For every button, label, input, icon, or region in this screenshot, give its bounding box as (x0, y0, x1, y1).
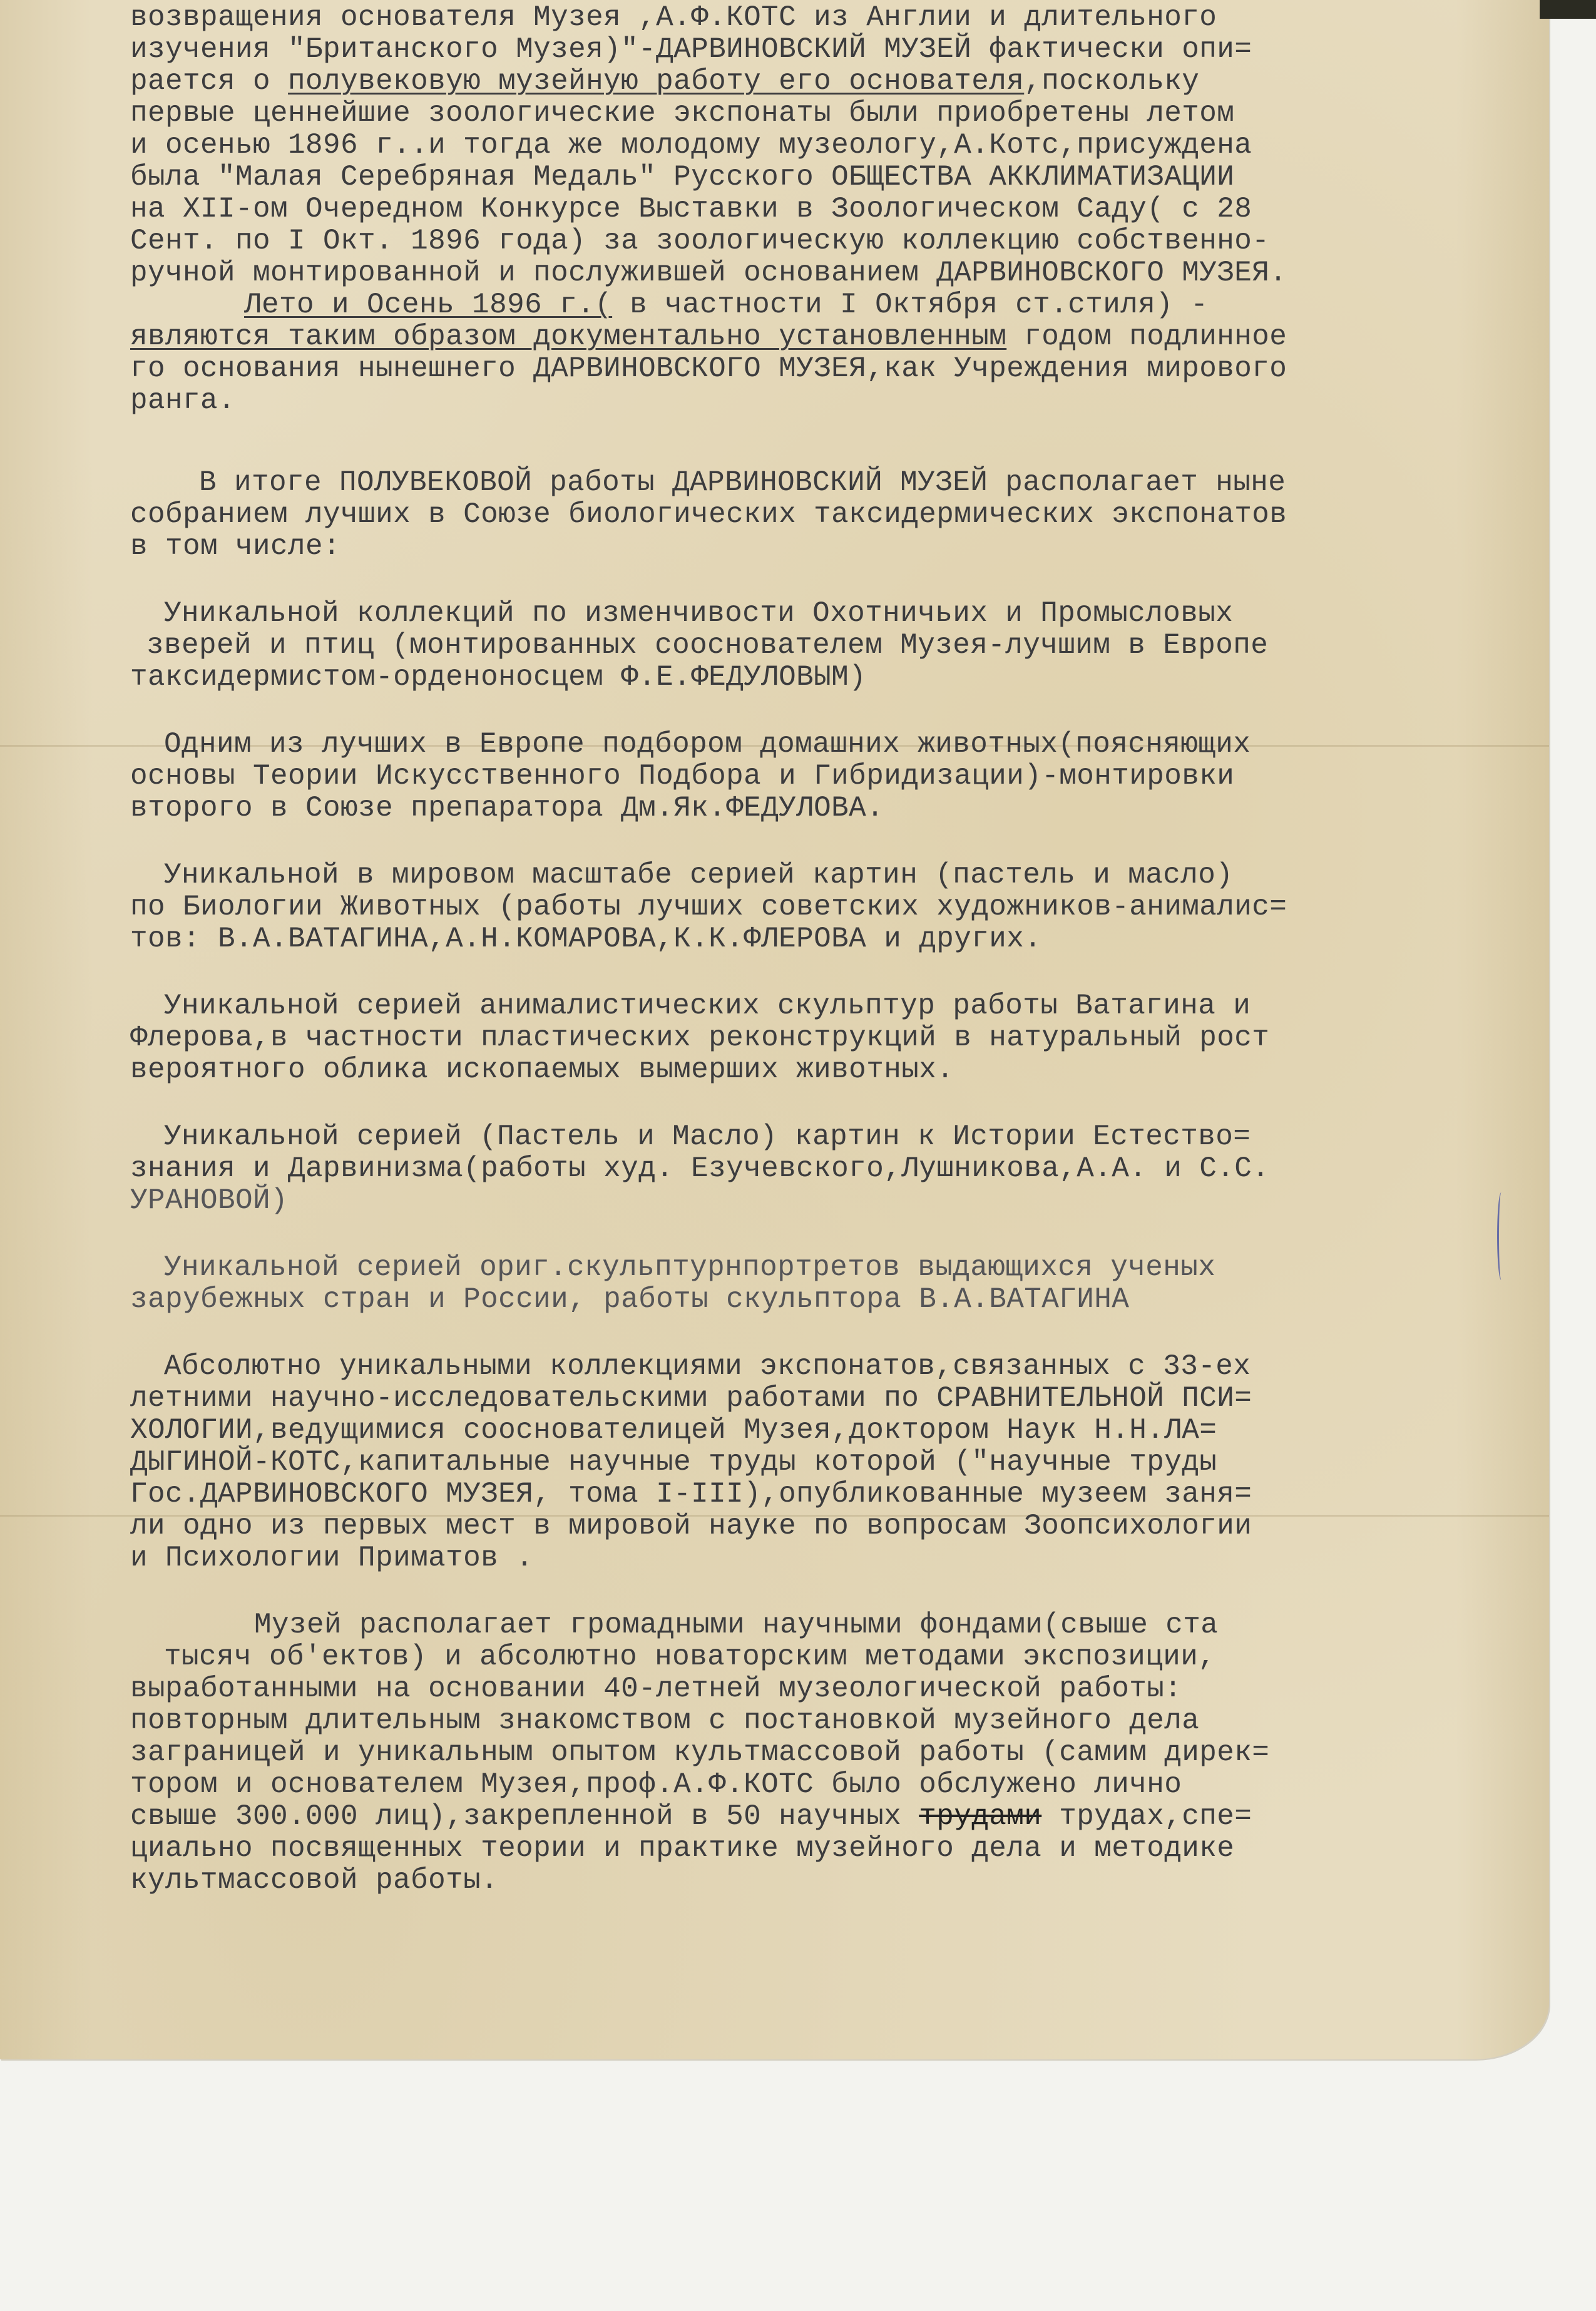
text-line: Флерова,в частности пластических реконструкций в натуральный рост (130, 1022, 1270, 1054)
text-line: Уникальной серией ориг.скульптурнпортретов выдающихся ученых (164, 1251, 1216, 1284)
text-line: В итоге ПОЛУВЕКОВОЙ работы ДАРВИНОВСКИЙ МУЗЕЙ располагает ныне (199, 466, 1286, 499)
text-line: вероятного облика ископаемых вымерших животных. (130, 1053, 954, 1086)
text-line: и Психологии Приматов . (130, 1542, 534, 1574)
text-line: ДЫГИНОЙ-КОТС,капитальные научные труды которой ("научные труды (130, 1446, 1217, 1478)
text-line: на XII-ом Очередном Конкурсе Выставки в Зоологическом Саду( с 28 (130, 193, 1252, 225)
text-line (244, 287, 1208, 322)
text-line: возвращения основателя Музея ,А.Ф.КОТС из Англии и длительного (130, 1, 1217, 34)
text-line: и осенью 1896 г..и тогда же молодому музеологу,А.Котс,присуждена (130, 129, 1252, 161)
struck-out-text: трудами (919, 1800, 1042, 1833)
text-segment: ,поскольку (1024, 65, 1200, 98)
text-line: Одним из лучших в Европе подбором домашних животных(поясняющих (164, 728, 1251, 761)
text-line: Музей располагает громадными научными фондами(свыше ста (254, 1609, 1219, 1641)
text-line: зарубежных стран и России, работы скульптора В.А.ВАТАГИНА (130, 1283, 1130, 1316)
text-line: тысяч об'ектов) и абсолютно новаторским методами экспозиции, (164, 1641, 1216, 1673)
underlined-text: полувековую музейную работу его основателя (288, 65, 1025, 98)
text-line: зверей и птиц (монтированных сооснователем Музея-лучшим в Европе (146, 629, 1269, 662)
text-segment: трудах,спе= (1041, 1800, 1252, 1833)
text-line: Гос.ДАРВИНОВСКОГО МУЗЕЯ, тома I-III),опубликованные музеем заня= (130, 1478, 1252, 1510)
text-line: собранием лучших в Союзе биологических таксидермических экспонатов (130, 498, 1287, 531)
text-line (130, 1799, 1252, 1834)
text-line (130, 64, 1199, 99)
text-line: Сент. по I Окт. 1896 года) за зоологическую коллекцию собственно- (130, 225, 1270, 257)
text-segment: рается о (130, 65, 289, 98)
underlined-text: Лето и Осень 1896 г.( (244, 289, 613, 321)
text-line: Уникальной серией анималистических скульптур работы Ватагина и (164, 990, 1251, 1022)
text-line: го основания нынешнего ДАРВИНОВСКОГО МУЗЕЯ,как Учреждения мирового (130, 352, 1287, 385)
text-line: основы Теории Искусственного Подбора и Гибридизации)-монтировки (130, 760, 1235, 792)
text-segment: свыше 300.000 лиц),закрепленной в 50 научных (130, 1800, 919, 1833)
text-segment: годом подлинное (1006, 320, 1287, 353)
text-line: выработанными на основании 40-летней музеологической работы: (130, 1673, 1182, 1705)
text-line: Уникальной серией (Пастель и Масло) картин к Истории Естество= (164, 1120, 1251, 1153)
text-line: тором и основателем Музея,проф.А.Ф.КОТС было обслужено лично (130, 1768, 1182, 1801)
underlined-text: являются таким образом документально установленным (130, 320, 1007, 353)
text-line: циально посвященных теории и практике музейного дела и методике (130, 1832, 1235, 1865)
text-line: знания и Дарвинизма(работы худ. Езучевского,Лушникова,А.А. и С.С. (130, 1152, 1270, 1185)
text-line: ХОЛОГИИ,ведущимися сооснователицей Музея,доктором Наук Н.Н.ЛА= (130, 1414, 1217, 1447)
text-line: Абсолютно уникальными коллекциями экспонатов,связанных с 33-ех (164, 1350, 1251, 1383)
text-line: была "Малая Серебряная Медаль" Русского ОБЩЕСТВА АККЛИМАТИЗАЦИИ (130, 161, 1235, 193)
text-line: повторным длительным знакомством с постановкой музейного дела (130, 1704, 1200, 1737)
text-line: в том числе: (130, 530, 341, 563)
text-segment: в частности I Октября ст.стиля) - (612, 289, 1209, 321)
text-line: второго в Союзе препаратора Дм.Як.ФЕДУЛОВА. (130, 792, 884, 824)
text-line: летними научно-исследовательскими работами по СРАВНИТЕЛЬНОЙ ПСИ= (130, 1382, 1252, 1415)
text-line: Уникальной в мировом масштабе серией картин (пастель и масло) (164, 859, 1234, 891)
text-line (130, 319, 1287, 354)
text-line: заграницей и уникальным опытом культмассовой работы (самим дирек= (130, 1736, 1270, 1769)
text-line: тов: В.А.ВАТАГИНА,А.Н.КОМАРОВА,К.К.ФЛЕРОВА и других. (130, 923, 1042, 955)
text-line: ли одно из первых мест в мировой науке по вопросам Зоопсихологии (130, 1510, 1252, 1542)
text-line: ранга. (130, 384, 236, 417)
text-line: изучения "Британского Музея)"-ДАРВИНОВСКИЙ МУЗЕЙ фактически опи= (130, 33, 1252, 66)
text-line: культмассовой работы. (130, 1864, 499, 1897)
text-line: УРАНОВОЙ) (130, 1184, 289, 1217)
text-line: таксидермистом-орденоносцем Ф.Е.ФЕДУЛОВЫМ) (130, 661, 867, 694)
text-line: ручной монтированной и послужившей основанием ДАРВИНОВСКОГО МУЗЕЯ. (130, 257, 1287, 289)
text-line: первые ценнейшие зоологические экспонаты были приобретены летом (130, 97, 1235, 130)
text-line: Уникальной коллекций по изменчивости Охотничьих и Промысловых (164, 597, 1234, 630)
text-line: по Биологии Животных (работы лучших советских художников-анималис= (130, 891, 1287, 923)
